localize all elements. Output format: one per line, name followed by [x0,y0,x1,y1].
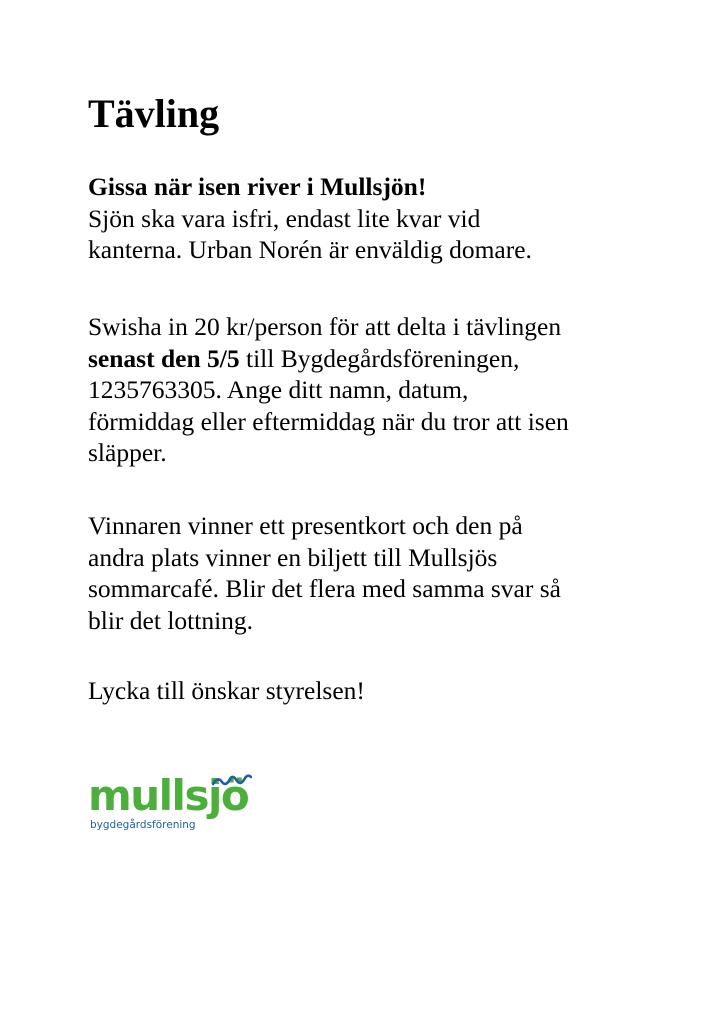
wave-icon [212,773,252,787]
instructions-line: förmiddag eller eftermiddag när du tror att isen [88,406,569,436]
instructions-line: 1235763305. Ange ditt namn, datum, [88,375,469,404]
closing-line: Lycka till önskar styrelsen! [88,676,365,705]
instructions-line: släpper. [88,438,167,467]
intro-line: kanterna. Urban Norén är enväldig domare. [88,235,532,264]
mullsjo-logo [88,773,263,838]
paragraph-closing [88,675,668,707]
paragraph-intro [88,171,668,266]
instructions-line: Swisha in 20 kr/person för att delta i tävlingen [88,312,562,341]
paragraph-instructions [88,311,668,469]
logo-tagline: bygdegårdsförening [90,819,196,831]
prizes-line: andra plats vinner en biljett till Mullsjös [88,542,498,572]
deadline-text: senast den 5/5 [88,343,240,373]
prizes-line: sommarcafé. Blir det flera med samma svar så [88,574,561,603]
logo-wordmark: mullsjö [88,771,249,820]
intro-heading: Gissa när isen river i Mullsjön! [88,172,427,201]
page-title: Tävling [88,91,220,136]
intro-line: Sjön ska vara isfri, endast lite kvar vid [88,203,481,233]
paragraph-prizes [88,510,668,636]
instructions-line: till Bygdegårdsföreningen, [239,343,520,373]
prizes-line: blir det lottning. [88,605,254,635]
prizes-line: Vinnaren vinner ett presentkort och den på [88,511,523,540]
